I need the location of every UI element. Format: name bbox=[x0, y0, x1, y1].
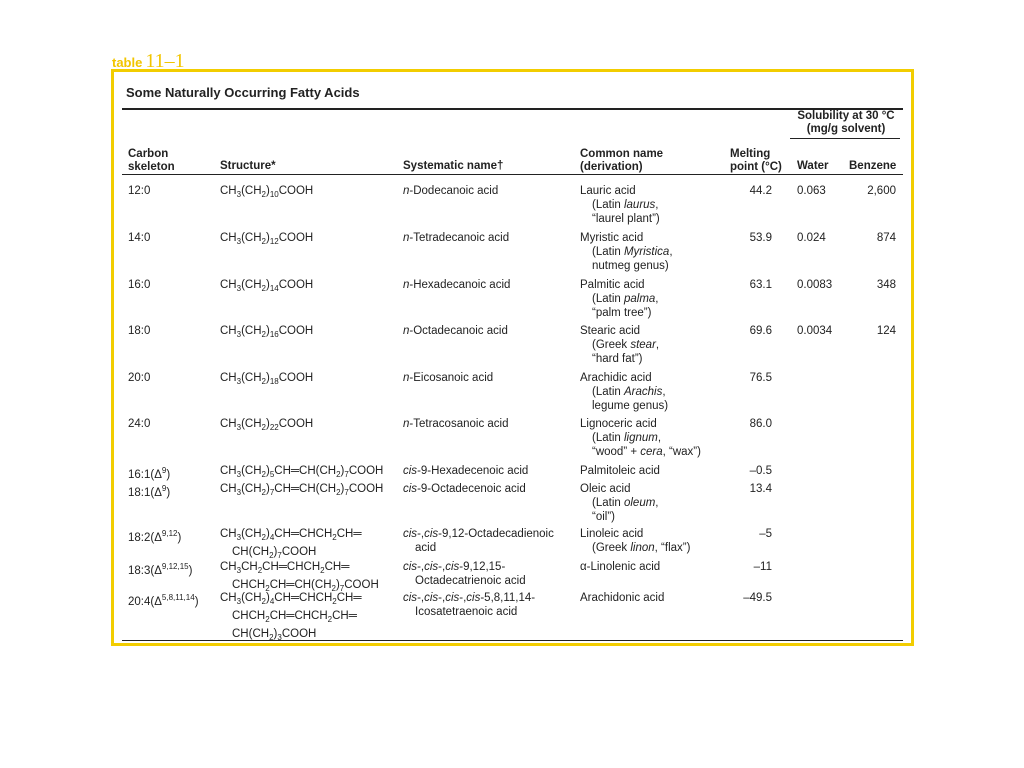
solubility-header-line: Solubility at 30 °C bbox=[797, 110, 895, 122]
carbon-skeleton-cell: $16:1(\Delta^9)$ bbox=[128, 466, 171, 481]
benzene-solubility-cell: 2,600 bbox=[867, 185, 896, 197]
structure-cell: $CH_3(CH_2)_{18}COOH$ bbox=[220, 372, 314, 386]
water-solubility-cell: 0.024 bbox=[797, 232, 826, 244]
melting-point-cell: 76.5 bbox=[749, 372, 772, 384]
common-name-cell: α-Linolenic acid bbox=[580, 561, 661, 573]
melting-point-cell: 86.0 bbox=[749, 418, 772, 430]
systematic-name-cell: n-Tetradecanoic acid bbox=[403, 232, 510, 244]
table-title: Some Naturally Occurring Fatty Acids bbox=[126, 85, 360, 100]
solubility-header bbox=[794, 110, 898, 136]
header-rule bbox=[122, 174, 903, 175]
carbon-header-line: Carbon bbox=[128, 148, 169, 160]
water-solubility-cell: 0.063 bbox=[797, 185, 826, 197]
carbon-skeleton-header bbox=[128, 148, 175, 174]
common-name-cell: Oleic acid (Latin oleum, “oil”) bbox=[580, 483, 659, 523]
melting-header-line: Melting bbox=[730, 148, 771, 160]
carbon-skeleton-cell: $18:2(\Delta^{9,12})$ bbox=[128, 529, 182, 544]
common-name-cell: Stearic acid (Greek stear, “hard fat”) bbox=[580, 325, 660, 365]
carbon-skeleton-cell: 24:0 bbox=[128, 418, 151, 430]
melting-point-cell: 44.2 bbox=[749, 185, 772, 197]
water-header: Water bbox=[797, 160, 829, 172]
carbon-skeleton-cell: $18:1(\Delta^9)$ bbox=[128, 484, 171, 499]
melting-point-cell: 13.4 bbox=[749, 483, 772, 495]
structure-cell: $CH_3(CH_2)_{14}COOH$ bbox=[220, 279, 314, 293]
common-name-cell: Myristic acid (Latin Myristica, nutmeg genus) bbox=[580, 232, 673, 272]
common-name-header bbox=[580, 148, 663, 174]
common-name-cell: Linoleic acid (Greek linon, “flax”) bbox=[580, 528, 691, 554]
carbon-header-line: skeleton bbox=[128, 161, 175, 173]
carbon-skeleton-cell: 16:0 bbox=[128, 279, 151, 291]
systematic-name-cell: cis-,cis-,cis-,cis-5,8,11,14- Icosatetraenoic acid bbox=[403, 592, 536, 618]
structure-cell: $CH_3(CH_2)_7CH═CH(CH_2)_7COOH$ bbox=[220, 483, 384, 497]
systematic-name-cell: cis-9-Hexadecenoic acid bbox=[403, 465, 529, 477]
benzene-solubility-cell: 124 bbox=[876, 325, 896, 337]
common-name-cell: Lauric acid (Latin laurus, “laurel plant”) bbox=[580, 185, 660, 225]
melting-point-cell: 53.9 bbox=[749, 232, 772, 244]
structure-cell: $CH_3CH_2CH═CHCH_2CH═$ $CHCH_2CH═CH(CH_2)_7COOH$ bbox=[220, 561, 379, 593]
benzene-header: Benzene bbox=[849, 160, 897, 172]
water-solubility-cell: 0.0083 bbox=[797, 279, 833, 291]
systematic-name-header: Systematic name† bbox=[403, 160, 504, 172]
structure-cell: $CH_3(CH_2)_4CH═CHCH_2CH═$ $CH(CH_2)_7COOH$ bbox=[220, 528, 362, 560]
table-number: 11–1 bbox=[145, 50, 185, 72]
systematic-name-cell: n-Octadecanoic acid bbox=[403, 325, 508, 337]
common-name-cell: Arachidonic acid bbox=[580, 592, 665, 604]
structure-cell: $CH_3(CH_2)_{12}COOH$ bbox=[220, 232, 314, 246]
benzene-solubility-cell: 874 bbox=[876, 232, 896, 244]
structure-cell: $CH_3(CH_2)_4CH═CHCH_2CH═$ $CHCH_2CH═CHCH_2CH═$ $CH(CH_2)_3COOH$ bbox=[220, 592, 362, 642]
carbon-skeleton-cell: $20:4(\Delta^{5,8,11,14})$ bbox=[128, 593, 199, 608]
common-name-cell: Lignoceric acid (Latin lignum, “wood” + cera, “wax”) bbox=[580, 418, 701, 458]
benzene-solubility-cell: 348 bbox=[876, 279, 896, 291]
systematic-name-cell: n-Dodecanoic acid bbox=[403, 185, 499, 197]
water-solubility-cell: 0.0034 bbox=[797, 325, 833, 337]
systematic-name-cell: cis-,cis-9,12-Octadecadienoic acid bbox=[403, 528, 554, 554]
table-word: table bbox=[112, 55, 143, 70]
common-name-cell: Palmitoleic acid bbox=[580, 465, 660, 477]
structure-cell: $CH_3(CH_2)_{16}COOH$ bbox=[220, 325, 314, 339]
systematic-name-cell: n-Eicosanoic acid bbox=[403, 372, 494, 384]
systematic-name-cell: n-Tetracosanoic acid bbox=[403, 418, 509, 430]
structure-cell: $CH_3(CH_2)_{22}COOH$ bbox=[220, 418, 314, 432]
melting-point-cell: 69.6 bbox=[749, 325, 772, 337]
melting-point-cell: –49.5 bbox=[743, 592, 772, 604]
carbon-skeleton-cell: 18:0 bbox=[128, 325, 151, 337]
melting-point-cell: –0.5 bbox=[749, 465, 772, 477]
common-header-line: Common name bbox=[580, 148, 664, 160]
carbon-skeleton-cell: 12:0 bbox=[128, 185, 151, 197]
carbon-skeleton-cell: $18:3(\Delta^{9,12,15})$ bbox=[128, 562, 193, 577]
melting-header-line: point (°C) bbox=[730, 161, 782, 173]
structure-cell: $CH_3(CH_2)_5CH═CH(CH_2)_7COOH$ bbox=[220, 465, 384, 479]
common-name-cell: Arachidic acid (Latin Arachis, legume genus) bbox=[580, 372, 669, 412]
solubility-rule bbox=[790, 138, 900, 139]
carbon-skeleton-cell: 20:0 bbox=[128, 372, 151, 384]
structure-header: Structure* bbox=[220, 160, 276, 172]
melting-point-header bbox=[730, 148, 782, 174]
systematic-name-cell: cis-9-Octadecenoic acid bbox=[403, 483, 526, 495]
systematic-name-cell: n-Hexadecanoic acid bbox=[403, 279, 511, 291]
common-header-line: (derivation) bbox=[580, 161, 643, 173]
melting-point-cell: –11 bbox=[753, 561, 772, 573]
melting-point-cell: –5 bbox=[759, 528, 772, 540]
common-name-cell: Palmitic acid (Latin palma, “palm tree”) bbox=[580, 279, 659, 319]
structure-cell: $CH_3(CH_2)_{10}COOH$ bbox=[220, 185, 314, 199]
systematic-name-cell: cis-,cis-,cis-9,12,15- Octadecatrienoic acid bbox=[403, 561, 526, 587]
solubility-header-line: (mg/g solvent) bbox=[806, 123, 886, 135]
table-frame bbox=[111, 69, 914, 646]
title-rule bbox=[122, 108, 903, 110]
melting-point-cell: 63.1 bbox=[749, 279, 772, 291]
carbon-skeleton-cell: 14:0 bbox=[128, 232, 151, 244]
